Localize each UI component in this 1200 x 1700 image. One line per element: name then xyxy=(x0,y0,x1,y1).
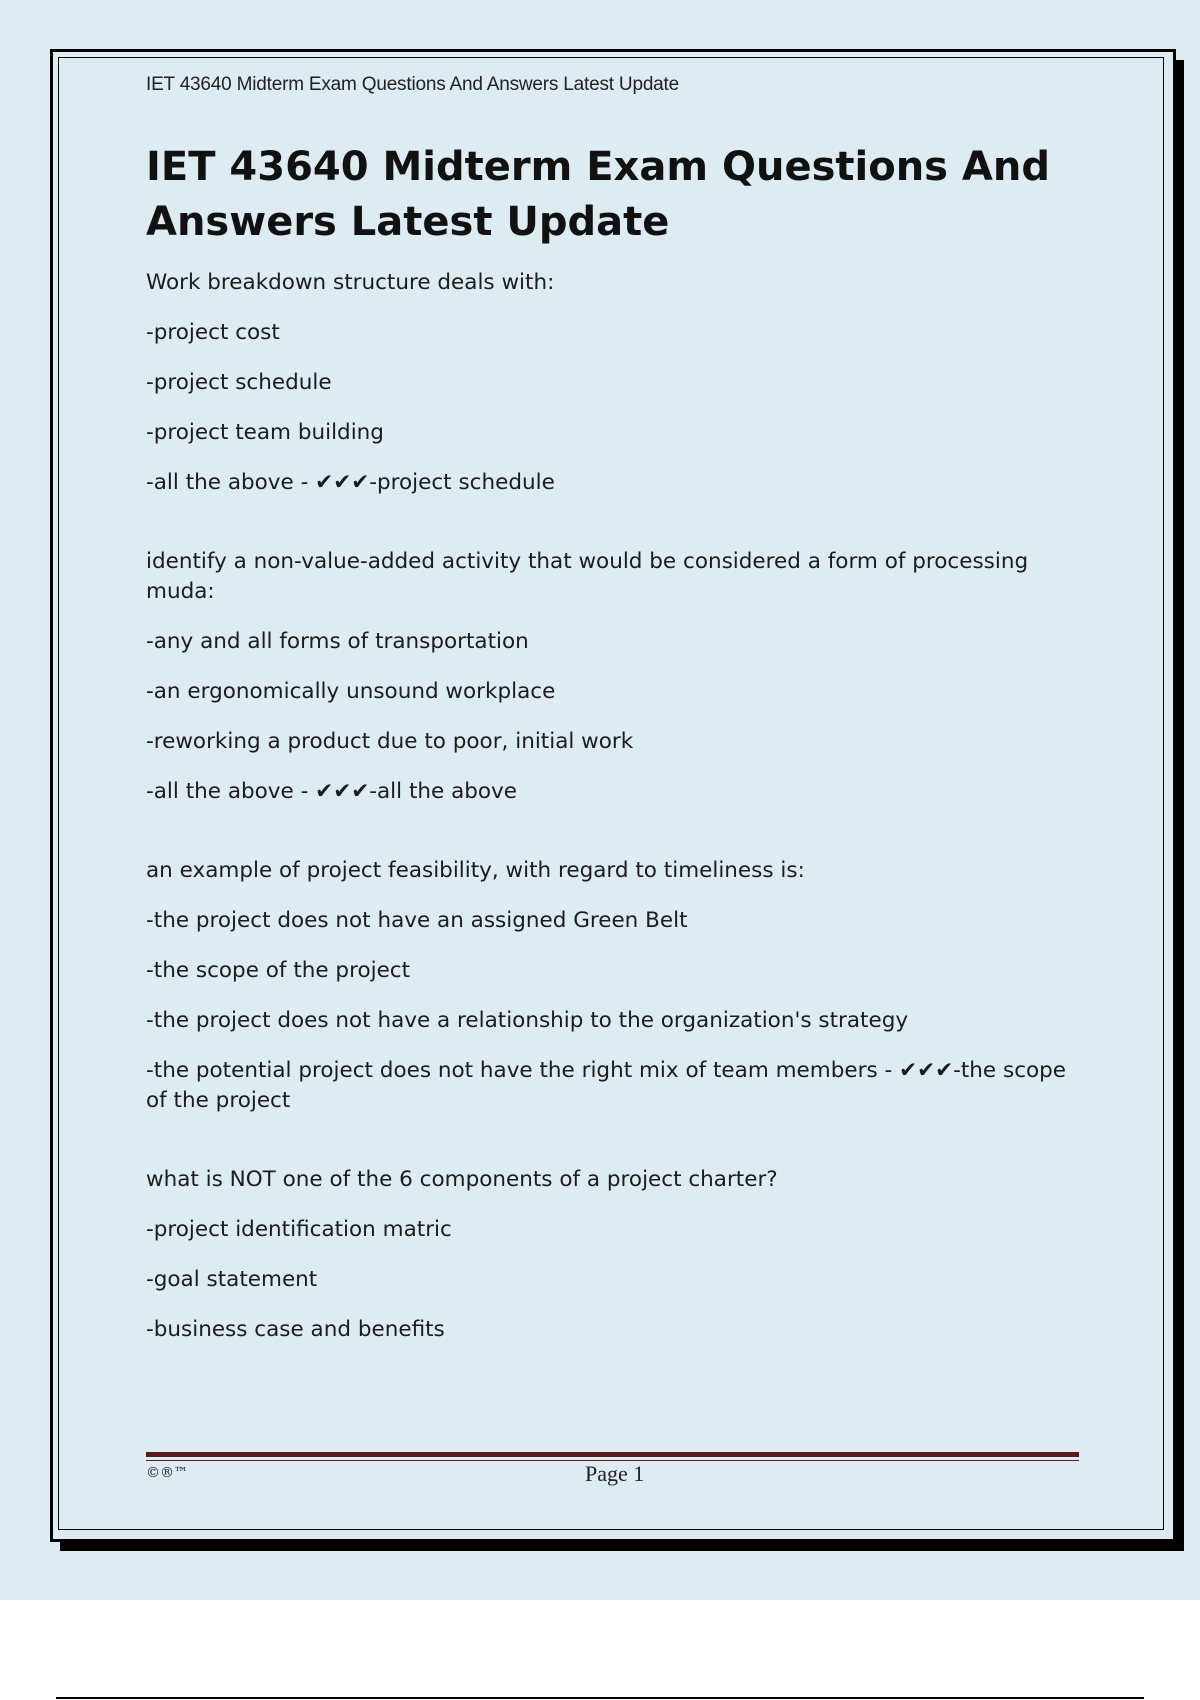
answer-option: -the potential project does not have the right mix of team members - ✔✔✔-the scope of the project xyxy=(146,1058,1067,1113)
footer-symbols: ©®™ xyxy=(146,1465,188,1481)
answer-option: -any and all forms of transportation xyxy=(146,629,529,654)
answer-option: -all the above - ✔✔✔-all the above xyxy=(146,779,517,804)
question-prompt: an example of project feasibility, with regard to timeliness is: xyxy=(146,858,805,883)
answer-option: -project schedule xyxy=(146,370,332,395)
answer-option: -an ergonomically unsound workplace xyxy=(146,679,556,704)
answer-option: -business case and benefits xyxy=(146,1317,445,1342)
footer-rule-thick xyxy=(146,1452,1079,1457)
answer-option: -reworking a product due to poor, initial work xyxy=(146,729,634,754)
question-block xyxy=(146,547,1086,807)
question-prompt: what is NOT one of the 6 components of a project charter? xyxy=(146,1167,778,1192)
question-prompt: identify a non-value-added activity that would be considered a form of processing muda: xyxy=(146,549,1029,604)
answer-option: -project identification matric xyxy=(146,1217,452,1242)
question-block xyxy=(146,268,1086,498)
answer-option: -goal statement xyxy=(146,1267,318,1292)
question-block xyxy=(146,1165,1086,1345)
question-block xyxy=(146,856,1086,1116)
question-list xyxy=(146,268,1086,1394)
answer-option: -project cost xyxy=(146,320,280,345)
answer-option: -the project does not have a relationship to the organization's strategy xyxy=(146,1008,909,1033)
document-title: IET 43640 Midterm Exam Questions And Answers Latest Update xyxy=(146,144,1050,245)
next-page-divider xyxy=(56,1697,1144,1699)
answer-option: -the scope of the project xyxy=(146,958,411,983)
question-prompt: Work breakdown structure deals with: xyxy=(146,270,555,295)
answer-option: -project team building xyxy=(146,420,384,445)
answer-option: -all the above - ✔✔✔-project schedule xyxy=(146,470,555,495)
page-number: Page 1 xyxy=(585,1461,645,1486)
answer-option: -the project does not have an assigned Green Belt xyxy=(146,908,688,933)
running-header: IET 43640 Midterm Exam Questions And Answers Latest Update xyxy=(146,74,679,95)
